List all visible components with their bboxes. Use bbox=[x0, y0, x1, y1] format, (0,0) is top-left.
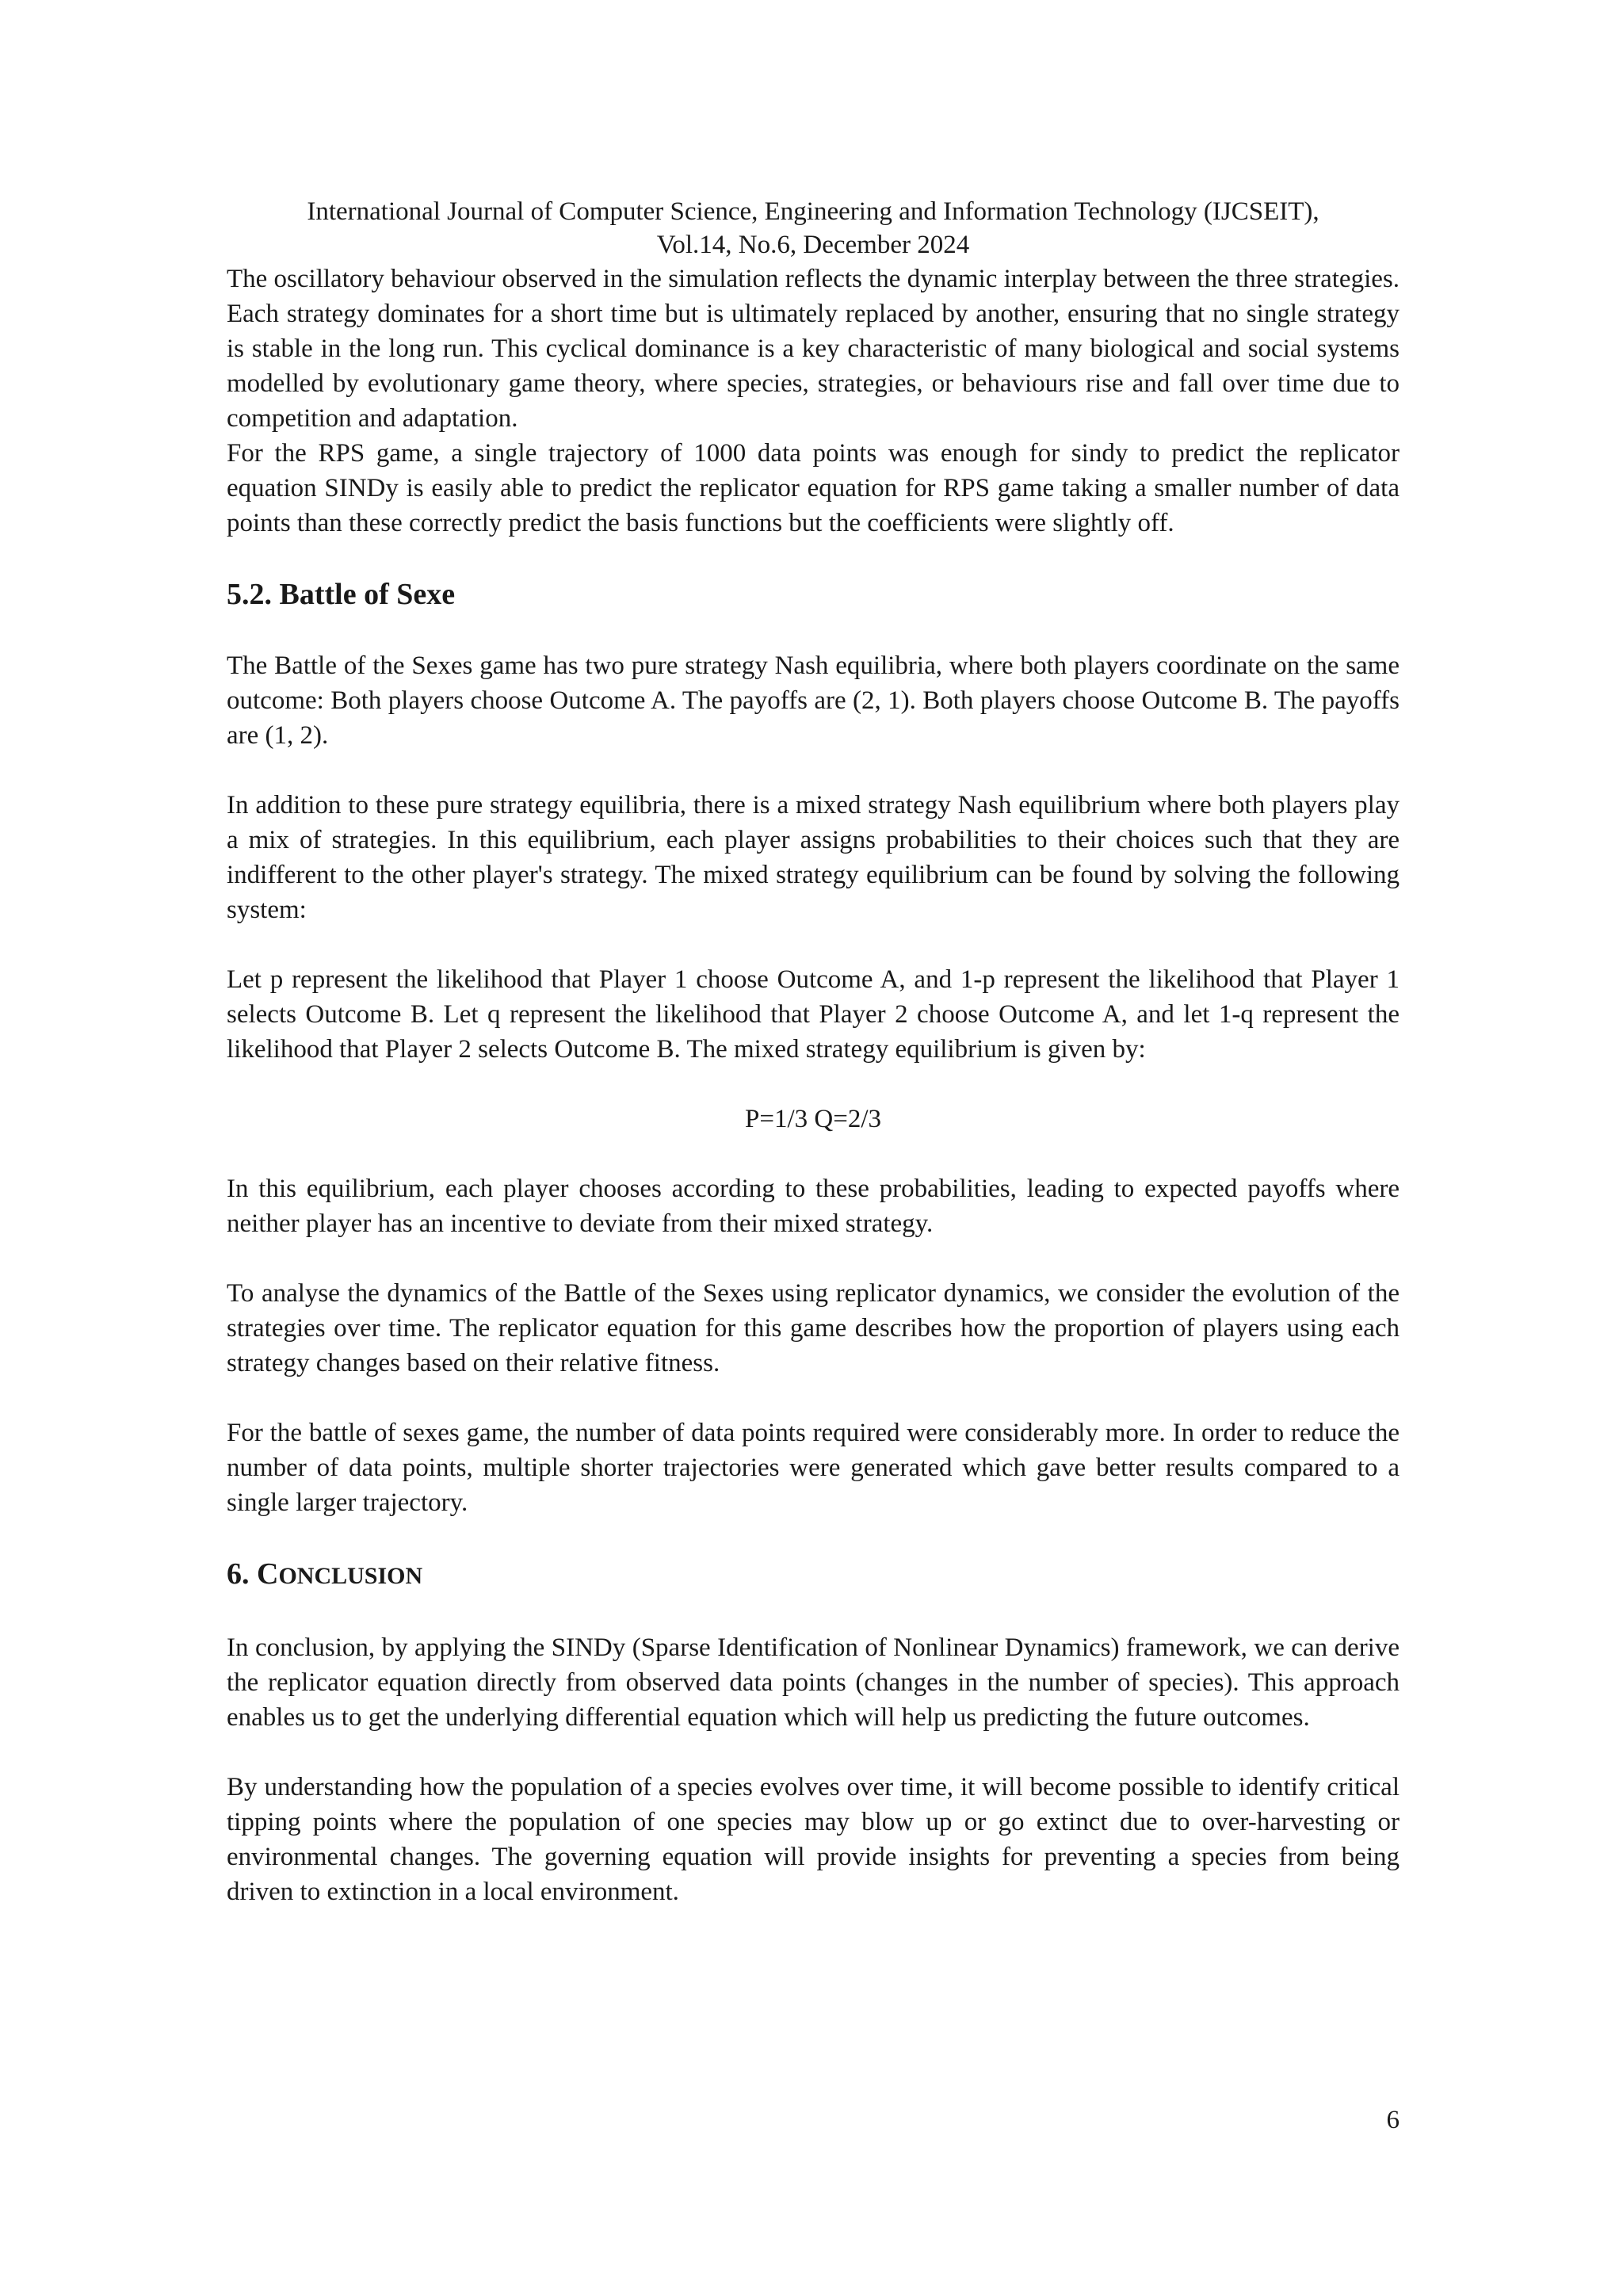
paragraph-bos-intro: The Battle of the Sexes game has two pure strategy Nash equilibria, where both players coordinate on the same outcome: Both players choose Outcome A. The payoffs are (2, 1). Both players choose Outcome B. The payoffs are (1, 2). bbox=[227, 651, 1400, 750]
section-heading-battle-of-sexe: 5.2. Battle of Sexe bbox=[227, 578, 456, 611]
page-content bbox=[227, 262, 1400, 1944]
conclusion-number: 6. bbox=[227, 1557, 257, 1591]
paragraph-rps: For the RPS game, a single trajectory of 1000 data points was enough for sindy to predict the replicator equation SINDy is easily able to predict the replicator equation for RPS game taking a smaller number of data points than these correctly predict the basis functions but the coefficients were slightly off. bbox=[227, 439, 1400, 537]
journal-volume-line: Vol.14, No.6, December 2024 bbox=[656, 231, 970, 259]
paragraph-analyse-dynamics: To analyse the dynamics of the Battle of the Sexes using replicator dynamics, we consider the evolution of the strategies over time. The replicator equation for this game describes how the proportion of players using each strategy changes based on their relative fitness. bbox=[227, 1279, 1400, 1377]
page-number: 6 bbox=[1386, 2106, 1400, 2134]
section-heading-conclusion bbox=[227, 1555, 1400, 1595]
paragraph-oscillatory: The oscillatory behaviour observed in the simulation reflects the dynamic interplay between the three strategies. Each strategy dominates for a short time but is ultimately replaced by another, ensuring that no single strategy is stable in the long run. This cyclical dominance is a key characteristic of many biological and social systems modelled by evolutionary game theory, where species, strategies, or behaviours rise and fall over time due to competition and adaptation. bbox=[227, 265, 1400, 433]
equilibrium-equation: P=1/3 Q=2/3 bbox=[745, 1105, 881, 1133]
conclusion-rest: ONCLUSION bbox=[278, 1563, 423, 1589]
paragraph-bos-data-points: For the battle of sexes game, the number of data points required were considerably more. In order to reduce the number of data points, multiple shorter trajectories were generated which gave better results compared to a single larger trajectory. bbox=[227, 1419, 1400, 1517]
paragraph-let-p: Let p represent the likelihood that Player 1 choose Outcome A, and 1-p represent the likelihood that Player 1 selects Outcome B. Let q represent the likelihood that Player 2 choose Outcome A, and let 1-q represent the likelihood that Player 2 selects Outcome B. The mixed strategy equilibrium is given by: bbox=[227, 965, 1400, 1064]
paragraph-conclusion-1: In conclusion, by applying the SINDy (Sparse Identification of Nonlinear Dynamics) framework, we can derive the replicator equation directly from observed data points (changes in the number of species). This approach enables us to get the underlying differential equation which will help us predicting the future outcomes. bbox=[227, 1633, 1400, 1732]
paragraph-in-this-equilibrium: In this equilibrium, each player chooses according to these probabilities, leading to expected payoffs where neither player has an incentive to deviate from their mixed strategy. bbox=[227, 1175, 1400, 1238]
journal-title-line: International Journal of Computer Science, Engineering and Information Technology (IJCSEIT), bbox=[307, 197, 1319, 226]
conclusion-initial: C bbox=[257, 1557, 279, 1591]
paragraph-mixed-strategy: In addition to these pure strategy equilibria, there is a mixed strategy Nash equilibrium where both players play a mix of strategies. In this equilibrium, each player assigns probabilities to their choices such that they are indifferent to the other player's strategy. The mixed strategy equilibrium can be found by solving the following system: bbox=[227, 791, 1400, 924]
running-header bbox=[227, 195, 1400, 262]
paragraph-conclusion-2: By understanding how the population of a species evolves over time, it will become possible to identify critical tipping points where the population of one species may blow up or go extinct due to over-harvesting or environmental changes. The governing equation will provide insights for preventing a species from being driven to extinction in a local environment. bbox=[227, 1773, 1400, 1906]
